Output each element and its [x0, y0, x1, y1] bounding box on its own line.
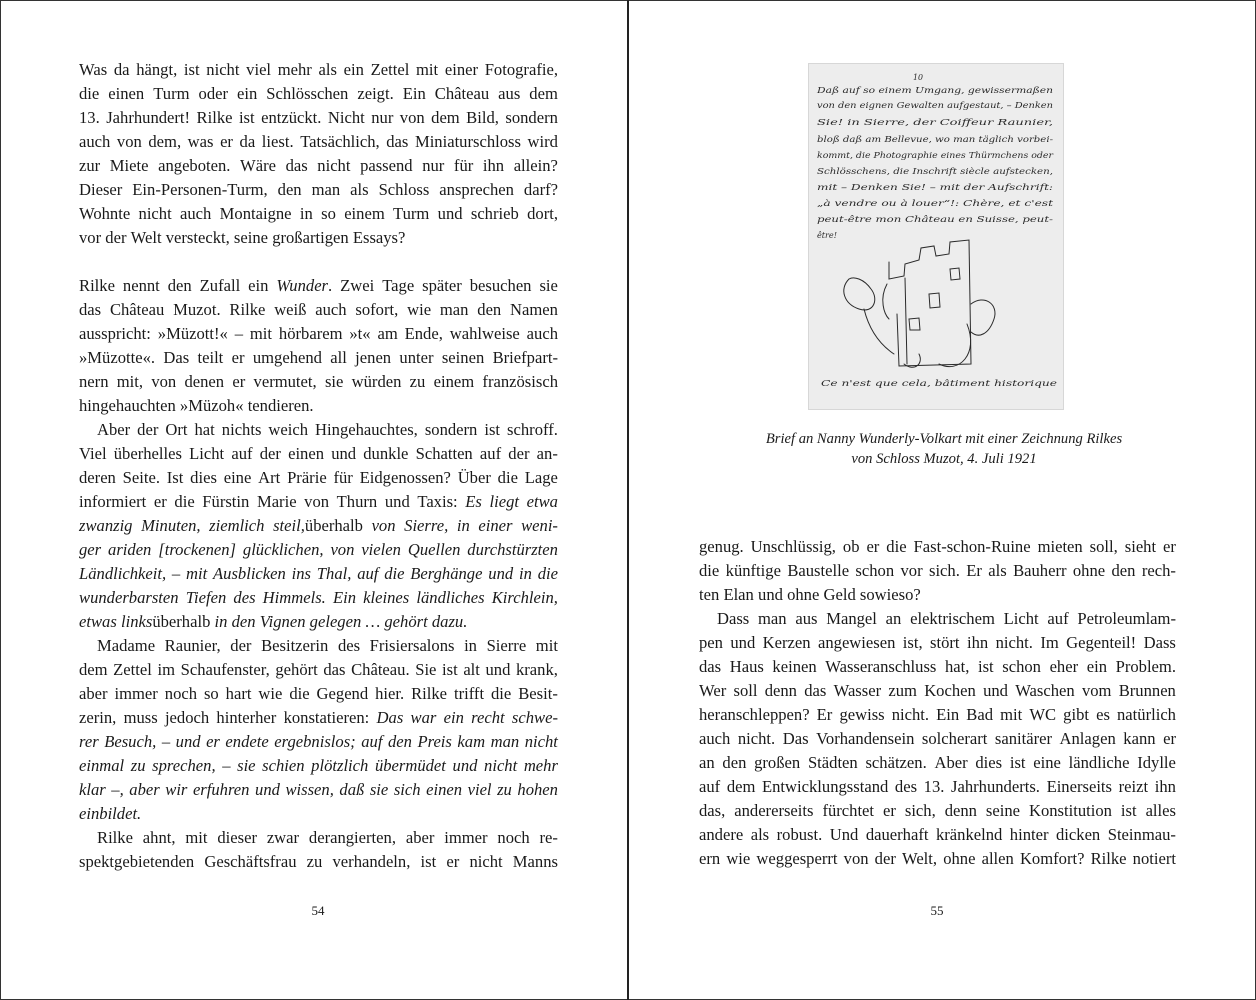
right_page-line: auch nicht. Das Vorhandensein solcherart sanitärer Anlagen kann er — [699, 729, 1176, 748]
left_page-line: Wohnte nicht auch Montaigne in so einem Turm und schrieb dort, — [79, 204, 558, 223]
left_page-line: klar –, aber wir erfuhren und wissen, daß sie sich einen viel zu hohen — [79, 780, 558, 799]
left_page-line: Rilke nennt den Zufall ein Wunder. Zwei Tage später besuchen sie — [79, 276, 558, 295]
right_page-line: auf dem Entwicklungsstand des 13. Jahrhunderts. Einerseits reizt ihn — [699, 777, 1176, 796]
left_page-line: hingehauchten »Müzoh« tendieren. — [79, 396, 314, 415]
left_page-line: einmal zu sprechen, – sie schien plötzlich übermüdet und nicht mehr — [79, 756, 558, 775]
letter-handwriting-line: von den eignen Gewalten aufgestaut, – Denken — [817, 100, 1053, 110]
left_page-line: Viel überhelles Licht auf der einen und dunkle Schatten auf der an- — [79, 444, 558, 463]
left_page-line: vor der Welt versteckt, seine großartigen Essays? — [79, 228, 406, 247]
letter-handwriting-line: mit – Denken Sie! – mit der Aufschrift: — [817, 182, 1054, 192]
left_page-line: Ländlichkeit, – mit Ausblicken ins Thal, auf die Berghänge und in die — [79, 564, 558, 583]
left_page-line: Was da hängt, ist nicht viel mehr als ein Zettel mit einer Fotografie, — [79, 60, 558, 79]
left_page-line: 13. Jahrhundert! Rilke ist entzückt. Nicht nur von dem Bild, sondern — [79, 108, 558, 127]
letter-handwriting-line: peut-être mon Château en Suisse, peut- — [817, 214, 1054, 224]
left_page-line: Aber der Ort hat nichts weich Hingehauchtes, sondern ist schroff. — [97, 420, 558, 439]
left_page-line: etwas linksüberhalb in den Vignen gelegen … gehört dazu. — [79, 612, 468, 631]
left_page-line: wunderbarsten Tiefen des Himmels. Ein kleines ländliches Kirchlein, — [79, 588, 558, 607]
left_page-line: die einen Turm oder ein Schlösschen zeigt. Ein Château aus dem — [79, 84, 558, 103]
left_page-line: ger ariden [trockenen] glücklichen, von vielen Quellen durchstürzten — [79, 540, 558, 559]
right_page-line: genug. Unschlüssig, ob er die Fast-schon-Ruine mieten soll, sieht er — [699, 537, 1176, 556]
right_page-line: die künftige Baustelle schon vor sich. Er als Bauherr ohne den rech- — [699, 561, 1176, 580]
left-page — [0, 0, 627, 1000]
letter-handwriting-line: 10 — [913, 73, 923, 82]
page-number-right: 55 — [930, 903, 944, 918]
right_page-line: Wer soll denn das Wasser zum Kochen und Waschen vom Brunnen — [699, 681, 1176, 700]
right_page-line: ern wie weggesperrt von der Welt, ohne allen Komfort? Rilke notiert — [699, 849, 1176, 868]
letter-handwriting-line: Ce n'est que cela, bâtiment historique — [821, 379, 988, 389]
right_page-line: ten Elan und ohne Geld sowieso? — [699, 585, 921, 604]
left_page-line: dem Zettel im Schaufenster, gehört das Château. Sie ist alt und krank, — [79, 660, 558, 679]
figure-caption-line-2: von Schloss Muzot, 4. Juli 1921 — [851, 451, 1037, 467]
letter-handwriting-line: „à vendre ou à louer“!: Chère, et c'est — [817, 198, 1055, 208]
handwritten-letter-sketch-icon — [809, 64, 1063, 409]
left_page-line: Dieser Ein-Personen-Turm, den man als Schloss ansprechen darf? — [79, 180, 558, 199]
left_page-line: Rilke ahnt, mit dieser zwar derangierten, aber immer noch re- — [97, 828, 558, 847]
right_page-line: an den großen Städten schätzen. Aber dies ist eine ländliche Idylle — [699, 753, 1176, 772]
right_page-line: das Haus keinen Wasseranschluss hat, ist schon eher ein Problem. — [699, 657, 1176, 676]
left_page-line: zur Miete angeboten. Wäre das nicht passend nur für ihn allein? — [79, 156, 558, 175]
letter-figure — [808, 63, 1064, 410]
left_page-line: einbildet. — [79, 804, 142, 823]
letter-handwriting-line: kommt, die Photographie eines Thürmchens oder — [817, 150, 1055, 160]
left_page-line: ausspricht: »Müzott!« – mit hörbarem »t« am Ende, wahlweise auch — [79, 324, 558, 343]
left_page-line: das Château Muzot. Rilke weiß auch sofort, wie man den Namen — [79, 300, 558, 319]
letter-handwriting-line: Sie! in Sierre, der Coiffeur Raunier, — [817, 117, 1053, 127]
letter-handwriting-line: Daß auf so einem Umgang, gewissermaßen — [815, 85, 1053, 95]
letter-handwriting-line: bloß daß am Bellevue, wo man täglich vorbei- — [817, 134, 1054, 144]
letter-handwriting-line: Schlösschens, die Inschrift siècle aufstecken, — [817, 166, 1053, 176]
left_page-line: deren Seite. Ist dies eine Art Prärie für Eidgenossen? Über die Lage — [79, 468, 558, 487]
right_page-line: heranschleppen? Er gewiss nicht. Ein Bad mit WC gibt es natürlich — [699, 705, 1176, 724]
left_page-line: auch von dem, was er da liest. Tatsächlich, das Miniaturschloss wird — [79, 132, 558, 151]
left_page-line: nern mit, von denen er vermutet, sie würden zu einem französisch — [79, 372, 558, 391]
left_page-line: zerin, muss jedoch hinterher konstatieren: Das war ein recht schwe- — [79, 708, 558, 727]
right_page-line: das, andererseits fürchtet er sich, denn seine Konstitution ist alles — [699, 801, 1176, 820]
right_page-line: pen und Kerzen angewiesen ist, stört ihn nicht. Im Gegenteil! Dass — [699, 633, 1176, 652]
left_page-line: Madame Raunier, der Besitzerin des Frisiersalons in Sierre mit — [97, 636, 558, 655]
letter-handwriting-line: être! — [817, 230, 837, 240]
left_page-line: zwanzig Minuten, ziemlich steil,überhalb von Sierre, in einer weni- — [79, 516, 558, 535]
right-page — [629, 0, 1256, 1000]
left_page-line: »Müzotte«. Das teilt er umgehend all jenen unter seinen Briefpart- — [79, 348, 558, 367]
right_page-line: andere als robust. Und dauerhaft kränkelnd hinter dicken Steinmau- — [699, 825, 1176, 844]
left_page-line: informiert er die Fürstin Marie von Thurn und Taxis: Es liegt etwa — [79, 492, 558, 511]
right_page-line: Dass man aus Mangel an elektrischem Licht auf Petroleumlam- — [717, 609, 1176, 628]
left_page-line: aber immer noch so hart wie die Gegend hier. Rilke trifft die Besit- — [79, 684, 558, 703]
left_page-line: spektgebietenden Geschäftsfrau zu verhandeln, ist er nicht Manns — [79, 852, 558, 871]
left_page-line: rer Besuch, – und er endete ergebnislos; auf den Preis kam man nicht — [79, 732, 558, 751]
figure-caption-line-1: Brief an Nanny Wunderly-Volkart mit einer Zeichnung Rilkes — [765, 431, 1123, 447]
page-number-left: 54 — [311, 903, 325, 918]
